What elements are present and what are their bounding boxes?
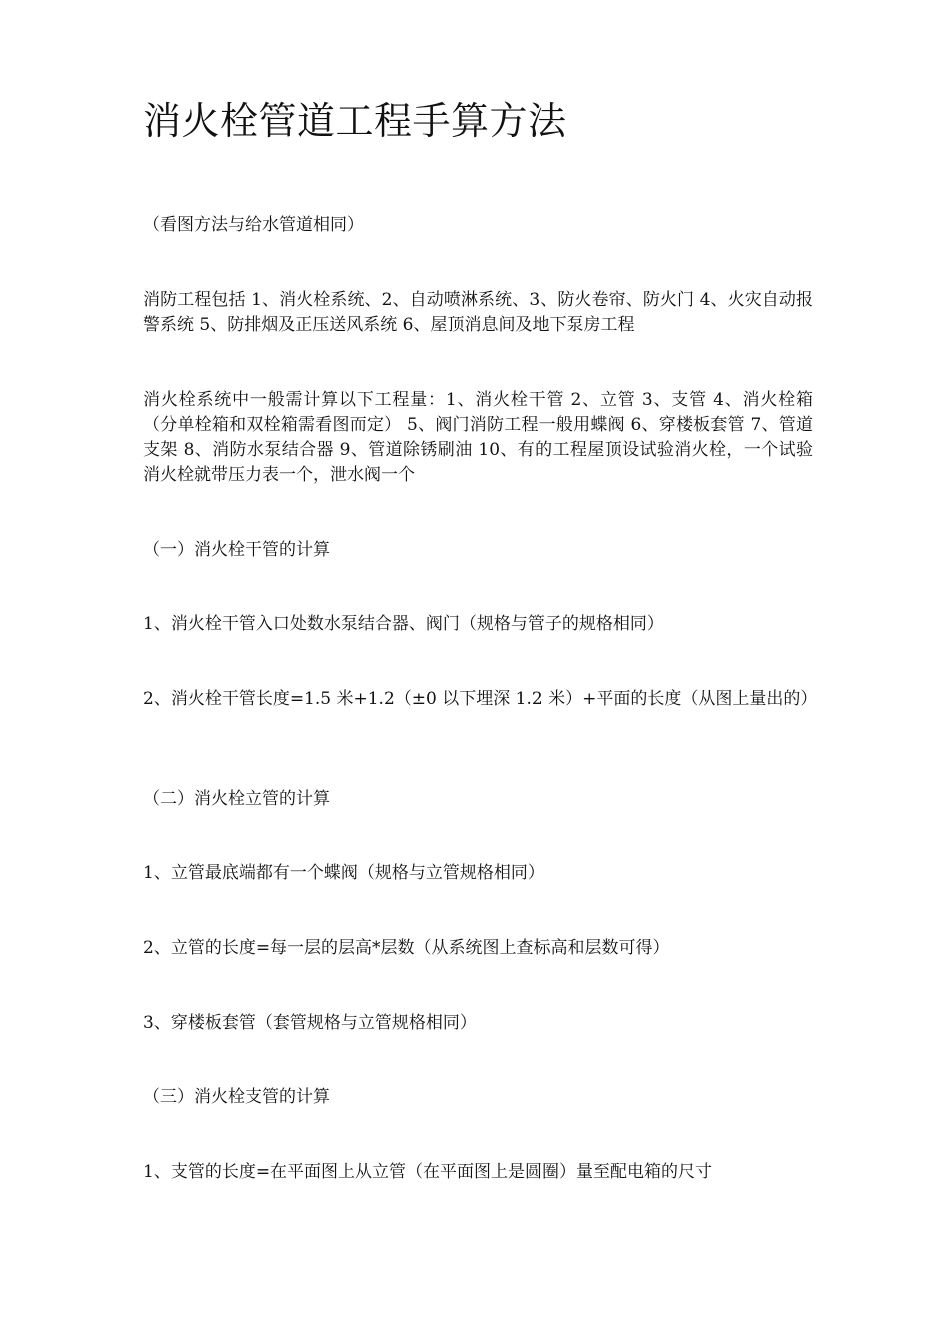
quantity-items-paragraph: 消火栓系统中一般需计算以下工程量：1、消火栓干管 2、立管 3、支管 4、消火栓箱（分单栓箱和双栓箱需看图而定） 5、阀门消防工程一般用蝶阀 6、穿楼板套管 7、管道支架 8、消防水泵结合器 9、管道除锈刷油 10、有的工程屋顶设试验消火栓，一个试验消火栓就带压力表一个，泄水阀一个 [143, 390, 813, 485]
section-heading-main-pipe: （一）消火栓干管的计算 [143, 540, 330, 560]
section-heading-riser-pipe: （二）消火栓立管的计算 [143, 789, 330, 809]
riser-pipe-item-1: 1、立管最底端都有一个蝶阀（规格与立管规格相同） [143, 863, 545, 883]
section-heading-branch-pipe: （三）消火栓支管的计算 [143, 1087, 330, 1107]
riser-pipe-item-2: 2、立管的长度=每一层的层高*层数（从系统图上查标高和层数可得） [143, 938, 670, 958]
riser-pipe-item-3: 3、穿楼板套管（套管规格与立管规格相同） [143, 1013, 477, 1033]
intro-note: （看图方法与给水管道相同） [143, 215, 364, 235]
main-pipe-item-2: 2、消火栓干管长度=1.5 米+1.2（±0 以下埋深 1.2 米）+平面的长度（从图上量出的） [143, 689, 818, 709]
document-title: 消火栓管道工程手算方法 [143, 99, 567, 143]
branch-pipe-item-1: 1、支管的长度=在平面图上从立管（在平面图上是圆圈）量至配电箱的尺寸 [143, 1162, 713, 1182]
fire-project-scope-paragraph: 消防工程包括 1、消火栓系统、2、自动喷淋系统、3、防火卷帘、防火门 4、火灾自动报警系统 5、防排烟及正压送风系统 6、屋顶消息间及地下泵房工程 [143, 290, 813, 335]
main-pipe-item-1: 1、消火栓干管入口处数水泵结合器、阀门（规格与管子的规格相同） [143, 614, 664, 634]
